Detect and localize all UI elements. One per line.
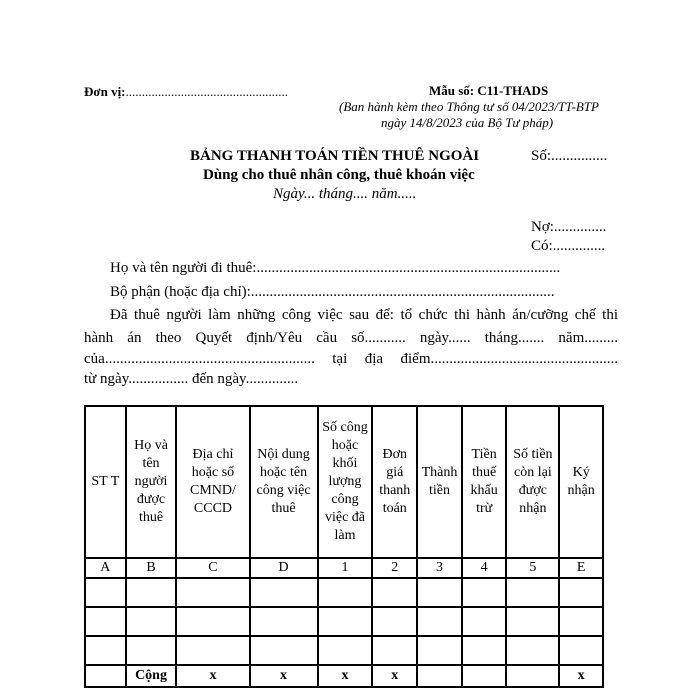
document-number: Số:............... bbox=[531, 148, 608, 164]
table-row bbox=[85, 636, 603, 665]
table-cell bbox=[506, 578, 559, 607]
column-label: C bbox=[176, 558, 249, 578]
table-cell bbox=[559, 578, 603, 607]
header-net: Số tiền còn lại được nhận bbox=[506, 406, 559, 558]
total-label: Cộng bbox=[126, 665, 177, 687]
paragraph-line-4: từ ngày................ đến ngày.............. bbox=[84, 371, 299, 387]
table-cell bbox=[318, 607, 373, 636]
header-tax: Tiền thuế khấu trừ bbox=[462, 406, 507, 558]
form-number: Mẫu số: C11-THADS bbox=[429, 83, 549, 98]
document-title: BẢNG THANH TOÁN TIỀN THUÊ NGOÀI bbox=[190, 148, 480, 164]
renter-field: Họ và tên người đi thuê:................................................................................. bbox=[110, 260, 561, 276]
header-job: Nội dung hoặc tên công việc thuê bbox=[250, 406, 318, 558]
column-label: A bbox=[85, 558, 126, 578]
table-cell bbox=[506, 607, 559, 636]
table-cell bbox=[318, 578, 373, 607]
document-date: Ngày... tháng.... năm..... bbox=[273, 186, 417, 202]
table-cell bbox=[462, 578, 507, 607]
header-stt: ST T bbox=[85, 406, 126, 558]
column-label: 4 bbox=[462, 558, 507, 578]
header-amount: Thành tiền bbox=[417, 406, 462, 558]
column-label: 1 bbox=[318, 558, 373, 578]
total-cell: x bbox=[176, 665, 249, 687]
payment-table bbox=[84, 405, 604, 688]
table-cell bbox=[417, 636, 462, 665]
column-label: 3 bbox=[417, 558, 462, 578]
issued-line-1: (Ban hành kèm theo Thông tư số 04/2023/TT-BTP bbox=[339, 99, 599, 114]
header-unit-price: Đơn giá thanh toán bbox=[372, 406, 417, 558]
table-cell bbox=[462, 636, 507, 665]
column-label-row bbox=[85, 558, 603, 578]
total-cell bbox=[85, 665, 126, 687]
header-address: Địa chỉ hoặc số CMND/ CCCD bbox=[176, 406, 249, 558]
table-cell bbox=[126, 578, 177, 607]
table-cell bbox=[85, 578, 126, 607]
table-cell bbox=[250, 607, 318, 636]
table-cell bbox=[318, 636, 373, 665]
table-cell bbox=[85, 607, 126, 636]
table-header-row bbox=[85, 406, 603, 558]
department-field: Bộ phận (hoặc địa chỉ):................................................................................. bbox=[110, 284, 555, 300]
document-subtitle: Dùng cho thuê nhân công, thuê khoán việc bbox=[203, 167, 475, 183]
header-quantity: Số công hoặc khối lượng công việc đã làm bbox=[318, 406, 373, 558]
table-cell bbox=[250, 578, 318, 607]
table-cell bbox=[85, 636, 126, 665]
paragraph-line-3: của........................................................ tại địa điểm.................................................. bbox=[84, 351, 618, 367]
column-label: E bbox=[559, 558, 603, 578]
table-cell bbox=[372, 578, 417, 607]
table-cell bbox=[417, 578, 462, 607]
header-signature: Ký nhận bbox=[559, 406, 603, 558]
total-row bbox=[85, 665, 603, 687]
column-label: 5 bbox=[506, 558, 559, 578]
column-label: D bbox=[250, 558, 318, 578]
table-cell bbox=[250, 636, 318, 665]
table-cell bbox=[417, 607, 462, 636]
table-cell bbox=[559, 636, 603, 665]
table-row bbox=[85, 578, 603, 607]
unit-label: Đơn vị: bbox=[84, 84, 126, 99]
total-cell: x bbox=[318, 665, 373, 687]
column-label: 2 bbox=[372, 558, 417, 578]
total-cell: x bbox=[250, 665, 318, 687]
credit-account: Có:.............. bbox=[531, 238, 606, 254]
table-cell bbox=[506, 636, 559, 665]
debit-account: Nợ:.............. bbox=[531, 219, 607, 235]
total-cell: x bbox=[372, 665, 417, 687]
table-row bbox=[85, 607, 603, 636]
table-cell bbox=[126, 636, 177, 665]
total-cell: x bbox=[559, 665, 603, 687]
issued-line-2: ngày 14/8/2023 của Bộ Tư pháp) bbox=[381, 115, 554, 130]
total-cell bbox=[462, 665, 507, 687]
total-cell bbox=[506, 665, 559, 687]
table-cell bbox=[559, 607, 603, 636]
unit-line bbox=[84, 84, 288, 100]
table-cell bbox=[372, 636, 417, 665]
unit-dots: .................................................. bbox=[125, 84, 289, 99]
header-name: Họ và tên người được thuê bbox=[126, 406, 177, 558]
table-cell bbox=[372, 607, 417, 636]
table-cell bbox=[462, 607, 507, 636]
table-cell bbox=[176, 578, 249, 607]
paragraph-line-1: Đã thuê người làm những công việc sau để: tổ chức thi hành án/cưỡng chế thi bbox=[110, 307, 618, 323]
table-cell bbox=[176, 607, 249, 636]
total-cell bbox=[417, 665, 462, 687]
column-label: B bbox=[126, 558, 177, 578]
table-cell bbox=[176, 636, 249, 665]
table-cell bbox=[126, 607, 177, 636]
paragraph-line-2: hành án theo Quyết định/Yêu cầu số........... ngày...... tháng....... năm......... bbox=[84, 330, 618, 346]
